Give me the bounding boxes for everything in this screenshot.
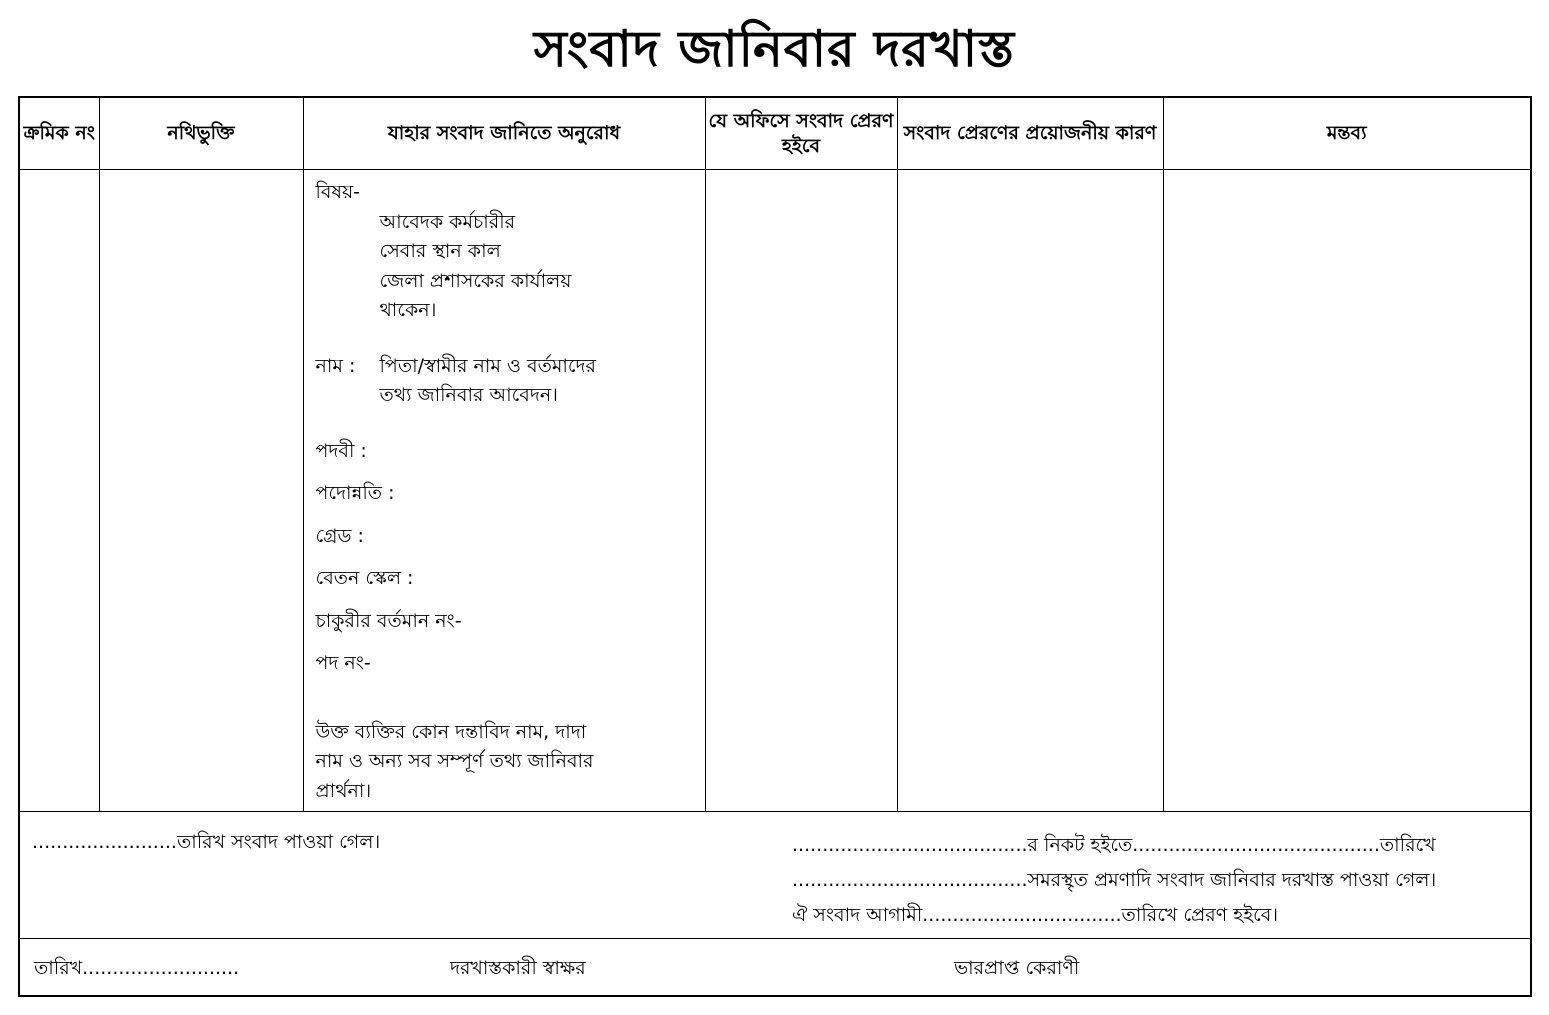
- file-entry-cell[interactable]: [99, 170, 303, 813]
- designation-field: পদবী :: [315, 439, 367, 462]
- table-row: [20, 170, 1530, 813]
- subject-line: সেবার স্থান কাল: [379, 240, 501, 262]
- pay-scale-field: বেতন স্কেল :: [315, 567, 414, 589]
- header-requested-person: যাহার সংবাদ জানিতে অনুরোধ: [303, 98, 705, 170]
- form-title: সংবাদ জানিবার দরখাস্ত: [533, 20, 1016, 78]
- header-office-to-send: যে অফিসে সংবাদ প্রেরণ হইবে: [705, 98, 897, 170]
- closing-line: প্রার্থনা।: [315, 779, 372, 802]
- header-reason: সংবাদ প্রেরণের প্রয়োজনীয় কারণ: [897, 98, 1163, 170]
- signature-section: [20, 939, 1530, 995]
- date-field: তারিখ..........................: [34, 957, 240, 979]
- received-date-line: ........................তারিখ সংবাদ পাওয়া গেল।: [32, 831, 381, 853]
- closing-request: [316, 718, 693, 807]
- grade-field: গ্রেড :: [315, 524, 364, 547]
- table-header-row: [20, 98, 1530, 170]
- application-form: [18, 96, 1532, 997]
- header-file-entry: নথিভুক্তি: [99, 98, 303, 170]
- dispatch-date-line: ঐ সংবাদ আগামী.................................তারিখে প্রেরণ হইবে।: [792, 904, 1279, 926]
- promotion-field: পদোন্নতি :: [315, 482, 395, 504]
- remarks-cell[interactable]: [1163, 170, 1530, 813]
- name-line: পিতা/স্বামীর নাম ও বর্তমাদের: [379, 354, 596, 377]
- applicant-signature: দরখাস্তকারী স্বাক্ষর: [450, 957, 586, 979]
- subject-text: [316, 208, 693, 326]
- received-from-line: .......................................র নিকট হইতে.........................................তারিখে: [792, 834, 1436, 856]
- name-label: নাম :: [315, 354, 356, 377]
- subject-line: থাকেন।: [379, 299, 437, 321]
- requested-person-cell: [303, 170, 705, 813]
- name-line: তথ্য জানিবার আবেদন।: [379, 384, 558, 406]
- subject-line: আবেদক কর্মচারীর: [379, 210, 516, 233]
- request-table: [20, 98, 1530, 812]
- header-remarks: মন্তব্য: [1163, 98, 1530, 170]
- subject-label: বিষয়-: [315, 181, 361, 203]
- reason-cell[interactable]: [897, 170, 1163, 813]
- receipt-section: [20, 811, 1530, 939]
- clerk-in-charge: ভারপ্রাপ্ত কেরাণী: [954, 957, 1080, 979]
- header-serial-no: ক্রমিক নং: [20, 98, 99, 170]
- job-number-field: চাকুরীর বর্তমান নং-: [315, 609, 462, 632]
- office-to-send-cell[interactable]: [705, 170, 897, 813]
- subject-line: জেলা প্রশাসকের কার্যালয়: [379, 269, 572, 292]
- serial-no-cell[interactable]: [20, 170, 99, 813]
- post-number-field: পদ নং-: [315, 652, 371, 674]
- name-field: [316, 352, 693, 411]
- application-received-line: .......................................সমরস্থৃত প্রমণাদি সংবাদ জানিবার দরখাস্ত পাওয়া গেল।: [792, 869, 1437, 891]
- closing-line: নাম ও অন্য সব সম্পূর্ণ তথ্য জানিবার: [315, 750, 594, 772]
- closing-line: উক্ত ব্যক্তির কোন দন্তাবিদ নাম, দাদা: [315, 720, 587, 743]
- receipt-details: [792, 828, 1436, 933]
